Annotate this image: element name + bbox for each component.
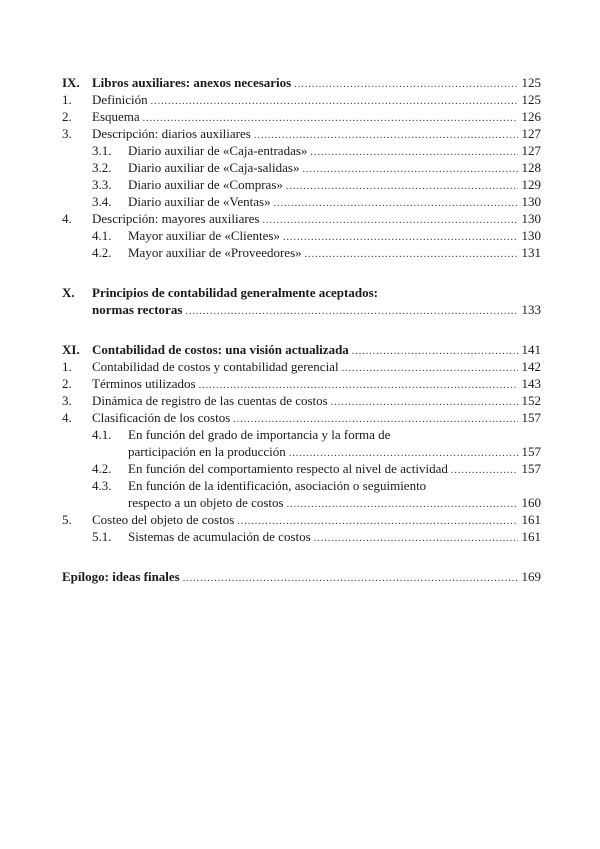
page-number: 125 (521, 75, 541, 90)
leader-dots (151, 93, 518, 110)
toc-chapter-x-cont[interactable] (62, 301, 541, 318)
page-number: 129 (521, 177, 541, 192)
entry-title: Mayor auxiliar de «Clientes» (128, 228, 280, 243)
toc-subentry[interactable] (62, 528, 541, 545)
entry-title: Diario auxiliar de «Compras» (128, 177, 283, 192)
entry-number: 4.1. (92, 228, 112, 243)
entry-title: Diario auxiliar de «Caja-entradas» (128, 143, 308, 158)
entry-number: 3.4. (92, 194, 112, 209)
page-number: 152 (521, 393, 541, 408)
toc-entry[interactable] (62, 125, 541, 142)
leader-dots (302, 161, 518, 178)
entry-title: Definición (92, 92, 148, 107)
leader-dots (451, 462, 518, 479)
toc-subentry[interactable] (62, 460, 541, 477)
chapter-number: IX. (62, 75, 80, 90)
page-number: 127 (521, 126, 541, 141)
spacer (62, 318, 541, 335)
page-number: 169 (521, 569, 541, 584)
toc-subentry[interactable] (62, 142, 541, 159)
toc-subentry[interactable] (62, 477, 541, 494)
entry-number: 2. (62, 376, 72, 391)
entry-number: 4.1. (92, 427, 112, 442)
leader-dots (185, 303, 518, 320)
entry-title-line2: participación en la producción (128, 444, 286, 459)
entry-title: Descripción: mayores auxiliares (92, 211, 260, 226)
entry-title: Mayor auxiliar de «Proveedores» (128, 245, 302, 260)
entry-number: 3.1. (92, 143, 112, 158)
entry-title-line1: En función de la identificación, asociación o seguimiento (128, 478, 427, 493)
entry-title: Contabilidad de costos y contabilidad gerencial (92, 359, 339, 374)
toc-entry[interactable] (62, 375, 541, 392)
leader-dots (314, 530, 518, 547)
leader-dots (305, 246, 518, 263)
leader-dots (294, 76, 518, 93)
toc-entry[interactable] (62, 108, 541, 125)
toc-subentry[interactable] (62, 176, 541, 193)
toc-entry[interactable] (62, 210, 541, 227)
entry-title-line2: respecto a un objeto de costos (128, 495, 284, 510)
entry-number: 3.3. (92, 177, 112, 192)
page-number: 142 (521, 359, 541, 374)
toc-subentry[interactable] (62, 227, 541, 244)
entry-number: 4.3. (92, 478, 112, 493)
entry-title: Sistemas de acumulación de costos (128, 529, 311, 544)
toc-chapter-ix[interactable] (62, 74, 541, 91)
leader-dots (183, 570, 518, 587)
entry-number: 4. (62, 410, 72, 425)
chapter-title-line2: normas rectoras (92, 302, 183, 317)
entry-title: Descripción: diarios auxiliares (92, 126, 251, 141)
chapter-title: Contabilidad de costos: una visión actualizada (92, 342, 349, 357)
chapter-number: X. (62, 285, 75, 300)
entry-number: 5. (62, 512, 72, 527)
entry-number: 2. (62, 109, 72, 124)
leader-dots (342, 360, 518, 377)
page-number: 131 (521, 245, 541, 260)
page-number: 161 (521, 512, 541, 527)
toc-subentry[interactable] (62, 193, 541, 210)
chapter-title: Libros auxiliares: anexos necesarios (92, 75, 292, 90)
spacer (62, 545, 541, 562)
leader-dots (274, 195, 518, 212)
entry-number: 3.2. (92, 160, 112, 175)
spacer (62, 261, 541, 278)
leader-dots (283, 229, 518, 246)
entry-number: 5.1. (92, 529, 112, 544)
entry-title: Dinámica de registro de las cuentas de costos (92, 393, 328, 408)
leader-dots (352, 343, 518, 360)
page-number: 157 (521, 444, 541, 459)
toc-entry[interactable] (62, 511, 541, 528)
entry-title: Diario auxiliar de «Ventas» (128, 194, 271, 209)
entry-number: 4. (62, 211, 72, 226)
page-number: 130 (521, 211, 541, 226)
chapter-number: XI. (62, 342, 80, 357)
toc-subentry[interactable] (62, 244, 541, 261)
page-number: 141 (521, 342, 541, 357)
leader-dots (287, 496, 518, 513)
toc-subentry[interactable] (62, 159, 541, 176)
entry-number: 1. (62, 359, 72, 374)
toc-entry[interactable] (62, 409, 541, 426)
entry-title: Términos utilizados (92, 376, 196, 391)
leader-dots (331, 394, 518, 411)
entry-number: 1. (62, 92, 72, 107)
toc-subentry-cont[interactable] (62, 494, 541, 511)
entry-number: 3. (62, 393, 72, 408)
entry-title: Esquema (92, 109, 140, 124)
page-number: 128 (521, 160, 541, 175)
page-number: 143 (521, 376, 541, 391)
table-of-contents (62, 74, 541, 585)
toc-epilogue[interactable] (62, 568, 541, 585)
entry-title: Costeo del objeto de costos (92, 512, 235, 527)
toc-entry[interactable] (62, 91, 541, 108)
entry-number: 3. (62, 126, 72, 141)
page-number: 126 (521, 109, 541, 124)
leader-dots (263, 212, 519, 229)
toc-entry[interactable] (62, 358, 541, 375)
entry-title: Diario auxiliar de «Caja-salidas» (128, 160, 300, 175)
page-number: 161 (521, 529, 541, 544)
leader-dots (286, 178, 518, 195)
page-number: 130 (521, 194, 541, 209)
page-number: 125 (521, 92, 541, 107)
entry-title: Clasificación de los costos (92, 410, 231, 425)
epilogue-title: Epílogo: ideas finales (62, 569, 180, 584)
entry-number: 4.2. (92, 461, 112, 476)
page-number: 133 (521, 302, 541, 317)
toc-chapter-xi[interactable] (62, 341, 541, 358)
page-number: 160 (521, 495, 541, 510)
page-number: 130 (521, 228, 541, 243)
leader-dots (310, 144, 518, 161)
page-number: 157 (521, 461, 541, 476)
toc-subentry[interactable] (62, 426, 541, 443)
chapter-title-line1: Principios de contabilidad generalmente aceptados: (92, 285, 378, 300)
toc-chapter-x[interactable] (62, 284, 541, 301)
page-number: 127 (521, 143, 541, 158)
page-number: 157 (521, 410, 541, 425)
toc-entry[interactable] (62, 392, 541, 409)
entry-number: 4.2. (92, 245, 112, 260)
toc-subentry-cont[interactable] (62, 443, 541, 460)
entry-title-line1: En función del grado de importancia y la forma de (128, 427, 391, 442)
entry-title: En función del comportamiento respecto al nivel de actividad (128, 461, 448, 476)
